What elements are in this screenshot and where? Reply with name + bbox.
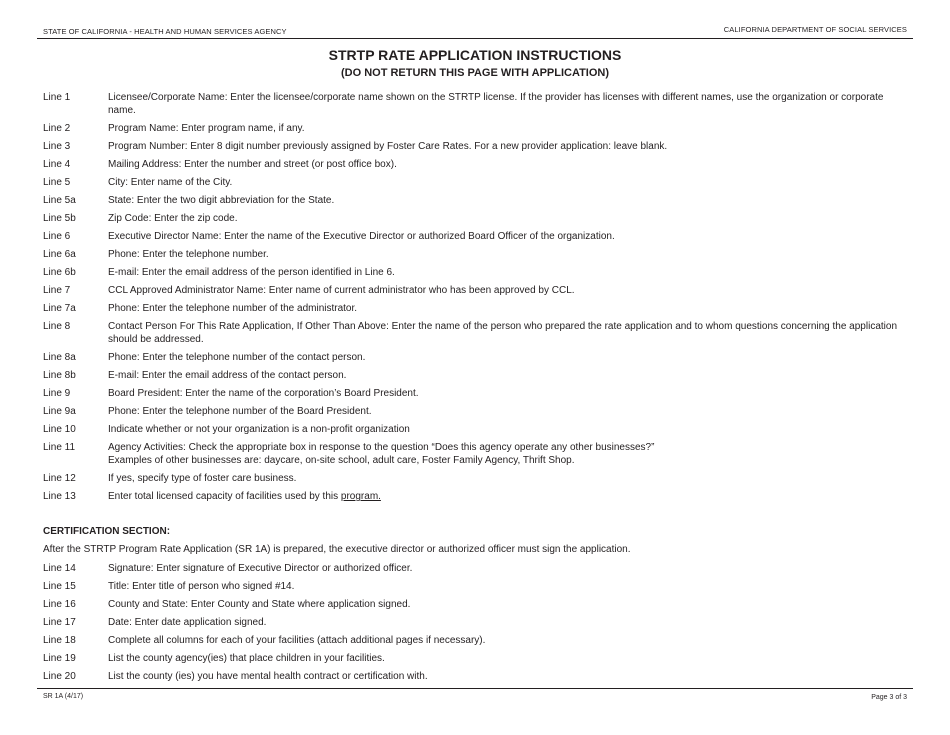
line-text: City: Enter name of the City.: [108, 177, 233, 188]
line-text: Phone: Enter the telephone number of the contact person.: [108, 352, 366, 363]
line-text: Phone: Enter the telephone number of the Board President.: [108, 406, 372, 417]
instruction-row: [43, 122, 913, 140]
line-text: Phone: Enter the telephone number.: [108, 249, 269, 260]
line-label: Line 4: [43, 159, 71, 170]
header-rule: [37, 38, 913, 39]
line-text: Executive Director Name: Enter the name of the Executive Director or authorized Board Officer of the organization.: [108, 231, 615, 242]
line-label: Line 12: [43, 473, 76, 484]
line-text-part2: Examples of other businesses are: daycare, on-site school, adult care, Foster Family Agency, Thrift Shop.: [108, 455, 575, 466]
line-label: Line 17: [43, 617, 76, 628]
certification-list: [43, 562, 913, 688]
page-subtitle: (DO NOT RETURN THIS PAGE WITH APPLICATION): [340, 67, 610, 79]
instruction-row: [43, 212, 913, 230]
line-label: Line 11: [43, 442, 76, 453]
line-text: Program Number: Enter 8 digit number previously assigned by Foster Care Rates. For a new provider application: leave blank.: [108, 141, 668, 152]
instruction-row: [43, 634, 913, 652]
line-label: Line 13: [43, 491, 76, 502]
line-text: CCL Approved Administrator Name: Enter name of current administrator who has been approved by CCL.: [108, 285, 575, 296]
instruction-row: [43, 302, 913, 320]
line-label: Line 5a: [43, 195, 76, 206]
line-text: Title: Enter title of person who signed #14.: [108, 581, 295, 592]
line-label: Line 15: [43, 581, 76, 592]
line-text: County and State: Enter County and State where application signed.: [108, 599, 411, 610]
instruction-row: [43, 616, 913, 634]
line-text: Program Name: Enter program name, if any.: [108, 123, 305, 134]
line-text: Complete all columns for each of your facilities (attach additional pages if necessary).: [108, 635, 486, 646]
line-text: Licensee/Corporate Name: Enter the licensee/corporate name shown on the STRTP license. If the provider has licenses with different names, use the organization or corporate name.: [108, 92, 884, 116]
line-label: Line 7: [43, 285, 71, 296]
line-label: Line 6b: [43, 267, 76, 278]
line-text: Phone: Enter the telephone number of the administrator.: [108, 303, 358, 314]
line-label: Line 5: [43, 177, 71, 188]
line-text: Signature: Enter signature of Executive Director or authorized officer.: [108, 563, 413, 574]
instruction-row: [43, 230, 913, 248]
instruction-row: [43, 158, 913, 176]
line-text: Mailing Address: Enter the number and street (or post office box).: [108, 159, 397, 170]
line-text: List the county agency(ies) that place children in your facilities.: [108, 653, 385, 664]
line-label: Line 18: [43, 635, 76, 646]
instruction-row: [43, 284, 913, 302]
line-label: Line 5b: [43, 213, 76, 224]
instruction-row: [43, 194, 913, 212]
line-text: State: Enter the two digit abbreviation for the State.: [108, 195, 335, 206]
instruction-row: [43, 248, 913, 266]
line-label: Line 20: [43, 671, 76, 682]
line-text: Date: Enter date application signed.: [108, 617, 267, 628]
instruction-row: [43, 598, 913, 616]
line-label: Line 16: [43, 599, 76, 610]
line-label: Line 6a: [43, 249, 76, 260]
line-label: Line 8b: [43, 370, 76, 381]
line-label: Line 8a: [43, 352, 76, 363]
line-label: Line 9: [43, 388, 71, 399]
line-label: Line 1: [43, 92, 71, 103]
instruction-row: [43, 140, 913, 158]
line-text: E-mail: Enter the email address of the contact person.: [108, 370, 347, 381]
instruction-row: [43, 176, 913, 194]
line-label: Line 6: [43, 231, 71, 242]
instruction-row: [43, 405, 913, 423]
header-department: CALIFORNIA DEPARTMENT OF SOCIAL SERVICES: [723, 25, 907, 34]
line-label: Line 3: [43, 141, 71, 152]
instruction-row: [43, 91, 913, 122]
page-number: Page 3 of 3: [871, 694, 907, 701]
line-text: [108, 490, 913, 503]
line-text: List the county (ies) you have mental health contract or certification with.: [108, 671, 428, 682]
certification-intro: After the STRTP Program Rate Application (SR 1A) is prepared, the executive director or authorized officer must sign the application.: [43, 544, 631, 555]
line-text-main: Enter total licensed capacity of facilities used by this: [108, 491, 341, 502]
line-label: Line 7a: [43, 303, 76, 314]
page-title: STRTP RATE APPLICATION INSTRUCTIONS: [328, 47, 622, 63]
line-text: E-mail: Enter the email address of the person identified in Line 6.: [108, 267, 395, 278]
instruction-row: [43, 652, 913, 670]
line-text-part1: Agency Activities: Check the appropriate box in response to the question “Does this agency operate any other businesses?”: [108, 442, 655, 453]
instruction-row: [43, 580, 913, 598]
certification-heading: CERTIFICATION SECTION:: [43, 526, 171, 537]
line-label: Line 14: [43, 563, 76, 574]
instruction-row: [43, 266, 913, 284]
line-label: Line 2: [43, 123, 71, 134]
line-text: Zip Code: Enter the zip code.: [108, 213, 238, 224]
instruction-row: [43, 441, 913, 472]
line-label: Line 9a: [43, 406, 76, 417]
line-label: Line 19: [43, 653, 76, 664]
line-text: If yes, specify type of foster care business.: [108, 473, 297, 484]
header-agency: STATE OF CALIFORNIA - HEALTH AND HUMAN SERVICES AGENCY: [43, 27, 287, 36]
instruction-row: [43, 423, 913, 441]
instruction-row: [43, 320, 913, 351]
instruction-row: [43, 670, 913, 688]
line-label: Line 10: [43, 424, 76, 435]
line-text: Board President: Enter the name of the corporation’s Board President.: [108, 388, 419, 399]
form-id: SR 1A (4/17): [43, 693, 84, 700]
instruction-list: [43, 91, 913, 508]
underlined-word: program.: [340, 491, 381, 502]
instruction-row: [43, 351, 913, 369]
instruction-row: [43, 472, 913, 490]
instruction-row: [43, 369, 913, 387]
line-text: Contact Person For This Rate Application, If Other Than Above: Enter the name of the person who prepared the rate application and to whom questions concerning the application should be addressed.: [108, 321, 897, 345]
line-text: [108, 441, 913, 467]
instruction-row: [43, 387, 913, 405]
instruction-row: [43, 490, 913, 508]
line-text: Indicate whether or not your organization is a non-profit organization: [108, 424, 410, 435]
line-label: Line 8: [43, 321, 71, 332]
instruction-row: [43, 562, 913, 580]
footer-rule: [37, 688, 913, 689]
